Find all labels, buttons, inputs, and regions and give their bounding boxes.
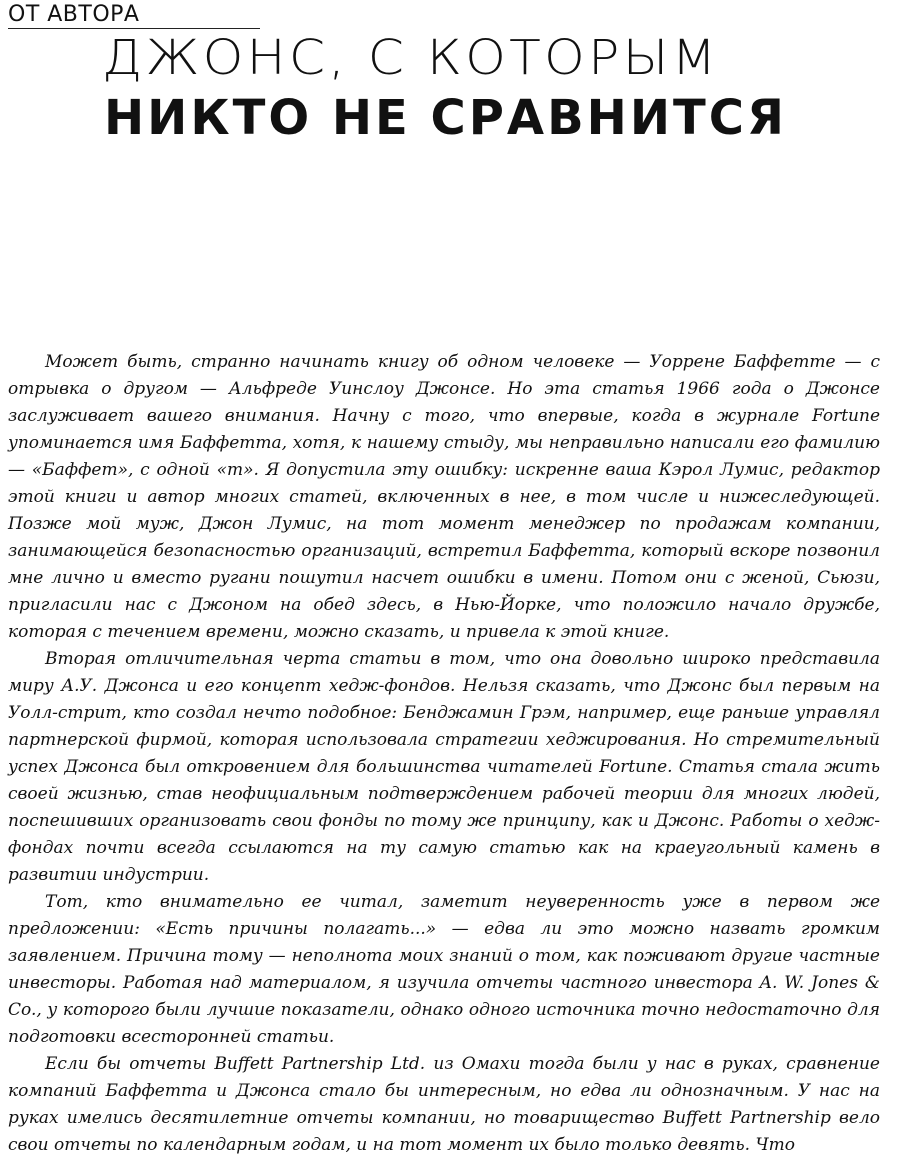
section-divider xyxy=(8,28,260,29)
paragraph: Если бы отчеты Buffett Partnership Ltd. из Омахи тогда были у нас в руках, сравнение компаний Баффетта и Джонса стало бы интересным, но едва ли однозначным. У нас на руках имелись десятилетние отчеты компании, но товарищество Buffett Partnership вело свои отчеты по календарным годам, и на тот момент их было только девять. Что xyxy=(8,1054,880,1155)
section-label: ОТ АВТОРА xyxy=(8,2,140,27)
paragraph: Может быть, странно начинать книгу об одном человеке — Уоррене Баффетте — с отрывка о другом — Альфреде Уинслоу Джонсе. Но эта статья 1966 года о Джонсе заслуживает вашего внимания. Начну с того, что впервые, когда в журнале Fortune упоминается имя Баффетта, хотя, к нашему стыду, мы неправильно написали его фамилию — «Баффет», с одной «т». Я допустила эту ошибку: искренне ваша Кэрол Лумис, редактор этой книги и автор многих статей, включенных в нее, в том числе и нижеследующей. Позже мой муж, Джон Лумис, на тот момент менеджер по продажам компании, занимающейся безопасностью организаций, встретил Баффетта, который вскоре позвонил мне лично и вместо ругани пошутил насчет ошибки в имени. Потом они с женой, Сьюзи, пригласили нас с Джоном на обед здесь, в Нью-Йорке, что положило начало дружбе, которая с течением времени, можно сказать, и привела к этой книге. xyxy=(8,352,880,642)
title-line-1: ДЖОНС, С КОТОРЫМ xyxy=(102,30,720,86)
article-body xyxy=(8,349,880,1159)
paragraph: Тот, кто внимательно ее читал, заметит неуверенность уже в первом же предложении: «Есть причины полагать...» — едва ли это можно назвать громким заявлением. Причина тому — неполнота моих знаний о том, как поживают другие частные инвесторы. Работая над материалом, я изучила отчеты частного инвестора A. W. Jones & Co., у которого были лучшие показатели, однако одного источника точно недостаточно для подготовки всесторонней статьи. xyxy=(8,892,880,1047)
paragraph: Вторая отличительная черта статьи в том, что она довольно широко представила миру А.У. Джонса и его концепт хедж-фондов. Нельзя сказать, что Джонс был первым на Уолл-стрит, кто создал нечто подобное: Бенджамин Грэм, например, еще раньше управлял партнерской фирмой, которая использовала стратегии хеджирования. Но стремительный успех Джонса был откровением для большинства читателей Fortune. Статья стала жить своей жизнью, став неофициальным подтверждением рабочей теории для многих людей, поспешивших организовать свои фонды по тому же принципу, как и Джонс. Работы о хедж-фондах почти всегда ссылаются на ту самую статью как на краеугольный камень в развитии индустрии. xyxy=(8,649,880,885)
title-line-2: НИКТО НЕ СРАВНИТСЯ xyxy=(104,90,787,146)
